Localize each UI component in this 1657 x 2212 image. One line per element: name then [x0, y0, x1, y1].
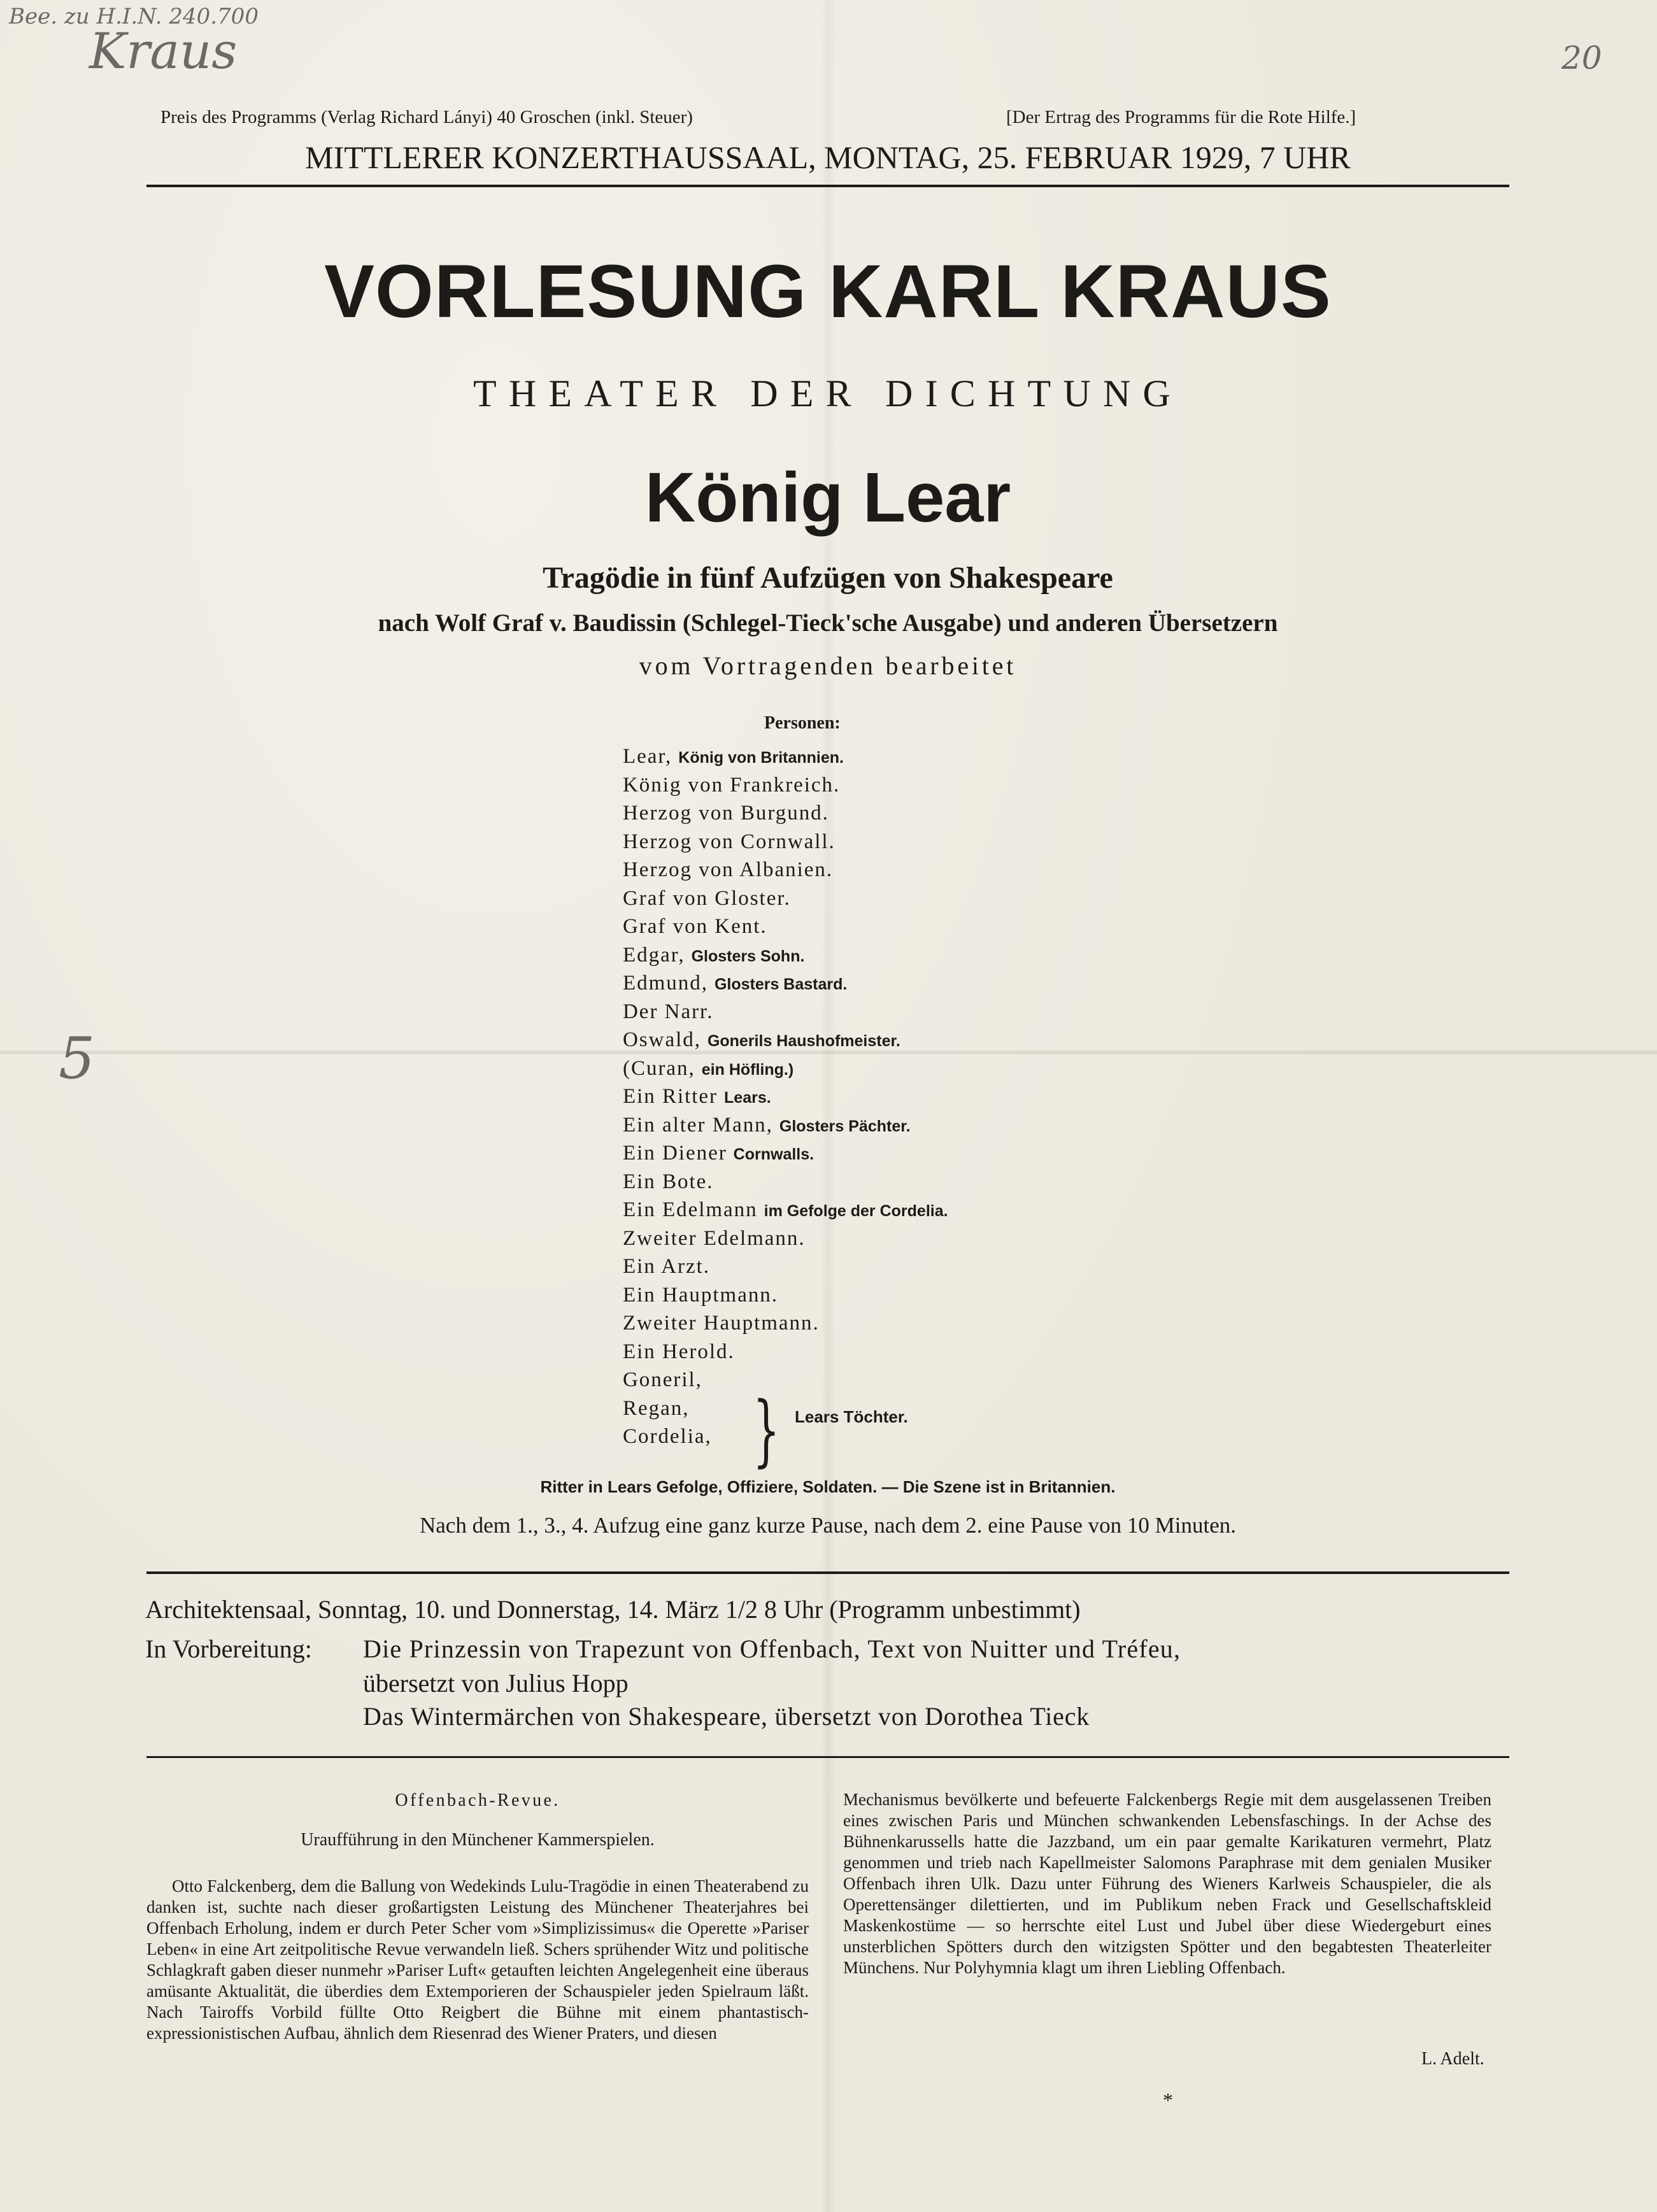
prep-item1b: übersetzt von Julius Hopp — [363, 1669, 629, 1698]
cast-role-name: König von Frankreich. — [623, 774, 841, 797]
cast-role — [623, 1028, 900, 1052]
daughters-label: Lears Töchter. — [795, 1407, 908, 1426]
article-paragraph: Mechanismus bevölkerte und befeuerte Falckenbergs Regie mit dem ausgelassenen Treiben eines zwischen Paris und München schwankenden Lebensfaschings. In der Achse des Bühnenkarussells hatte die Jazzband, um ein paar gemalte Karikaturen vermehrt, Platz genommen und trieb nach Kapellmeister Salomons Paraphrase mit dem genialen Musiker Offenbach ihren Ulk. Dazu unter Führung des Wieners Karlweis Schauspieler, die als Operettensänger dilettierten, und im Publikum neben Frack und Gesellschaftskleid Maskenkostüme — so herrschte eitel Lust und Jubel über diese Wiedergeburt eines unsterblichen Spötters durch den witzigsten Spötter und den begabtesten Theaterleiter Münchens. Nur Polyhymnia klagt um ihren Liebling Offenbach. — [843, 1790, 1491, 1977]
cast-role — [623, 1000, 713, 1024]
cast-role — [623, 858, 833, 882]
cast-role-name: Edmund, — [623, 972, 708, 995]
cast-role-name: Oswald, — [623, 1028, 701, 1051]
cast-role — [623, 1255, 710, 1279]
cast-role-description: Cornwalls. — [733, 1145, 814, 1163]
cast-role-name: Herzog von Albanien. — [623, 858, 834, 881]
article-title: Offenbach-Revue. — [395, 1790, 560, 1810]
article-column-1 — [146, 1876, 809, 2044]
cast-role-description: Glosters Sohn. — [691, 947, 805, 965]
cast-role-name: Ein Ritter — [623, 1085, 718, 1108]
cast-role-description: Glosters Pächter. — [779, 1117, 911, 1135]
cast-role — [623, 774, 840, 797]
main-title: VORLESUNG KARL KRAUS — [324, 250, 1332, 334]
cast-role — [623, 972, 847, 995]
article-ornament: * — [1163, 2088, 1173, 2111]
cast-role-name: Ein Diener — [623, 1142, 727, 1165]
daughters-brace: } — [753, 1385, 780, 1475]
cast-heading: Personen: — [764, 713, 841, 733]
cast-role — [623, 887, 791, 911]
cast-role-name: Ein Herold. — [623, 1340, 735, 1363]
cast-role — [623, 1312, 820, 1335]
handwritten-shelfmark: Bee. zu H.I.N. 240.700 — [9, 4, 259, 29]
article-subtitle: Uraufführung in den Münchener Kammerspielen. — [301, 1830, 655, 1850]
cast-role-description: Lears. — [724, 1089, 771, 1107]
cast-role-name: (Curan, — [623, 1057, 695, 1080]
cast-role — [623, 1170, 713, 1194]
article-paragraph: Otto Falckenberg, dem die Ballung von Wedekinds Lulu-Tragödie in einen Theaterabend zu danken ist, suchte nach dieser großartigsten Leistung des Münchener Theaterjahres bei Offenbach Erholung, indem er durch Peter Scher vom »Simplizissimus« die Operette »Pariser Leben« in eine Art zeitpolitische Revue verwandeln ließ. Schers sprühender Witz und politische Schlagkraft gaben dieser nunmehr »Pariser Luft« getauften leichten Angelegenheit eine überaus amüsante Aktualität, die überdies dem Extemporieren der Schauspieler jeden Spielraum läßt. Nach Tairoffs Vorbild füllte Otto Reigbert die Bühne mit einem phantastisch-expressionistischen Aufbau, ähnlich dem Riesenrad des Wiener Praters, und diesen — [146, 1876, 809, 2043]
play-subtitle: Tragödie in fünf Aufzügen von Shakespeare — [543, 561, 1113, 595]
article-column-2 — [843, 1789, 1491, 1978]
cast-role-name: Ein alter Mann, — [623, 1114, 773, 1137]
series-title: THEATER DER DICHTUNG — [473, 372, 1183, 415]
translation-note: nach Wolf Graf v. Baudissin (Schlegel-Tieck'sche Ausgabe) und anderen Übersetzern — [378, 609, 1278, 637]
upcoming-rule — [146, 1756, 1509, 1758]
cast-role-description: Gonerils Haushofmeister. — [707, 1032, 900, 1050]
prep-item1: Die Prinzessin von Trapezunt von Offenbach, Text von Nuitter und Tréfeu, — [363, 1634, 1181, 1663]
prep-label: In Vorbereitung: — [145, 1634, 312, 1663]
cast-role-name: Ein Hauptmann. — [623, 1284, 779, 1307]
cast-role-description: König von Britannien. — [678, 749, 844, 767]
cast-role-name: Regan, — [623, 1397, 690, 1420]
cast-role — [623, 1198, 948, 1222]
play-title: König Lear — [644, 458, 1011, 537]
article-author: L. Adelt. — [1421, 2049, 1484, 2069]
cast-role — [623, 1142, 814, 1165]
cast-role-name: Ein Arzt. — [623, 1255, 710, 1278]
cast-role — [623, 830, 836, 854]
cast-role — [623, 745, 844, 769]
venue-date: MITTLERER KONZERTHAUSSAAL, MONTAG, 25. FEBRUAR 1929, 7 UHR — [305, 139, 1351, 175]
cast-role-name: Graf von Kent. — [623, 915, 767, 938]
cast-role-name: Goneril, — [623, 1368, 702, 1391]
cast-role-name: Lear, — [623, 745, 672, 768]
cast-role — [623, 1114, 911, 1137]
cast-role — [623, 1368, 702, 1392]
handwritten-page-number: 20 — [1561, 39, 1602, 76]
cast-role-name: Herzog von Burgund. — [623, 802, 829, 825]
cast-role — [623, 1425, 712, 1449]
intermissions-line: Nach dem 1., 3., 4. Aufzug eine ganz kurze Pause, nach dem 2. eine Pause von 10 Minuten. — [419, 1513, 1236, 1538]
cast-role — [623, 1085, 771, 1109]
cast-role — [623, 1057, 793, 1081]
cast-role-name: Zweiter Hauptmann. — [623, 1312, 820, 1335]
cast-role — [623, 915, 767, 939]
extras-line: Ritter in Lears Gefolge, Offiziere, Soldaten. — Die Szene ist in Britannien. — [540, 1477, 1116, 1496]
cast-role-description: ein Höfling.) — [701, 1061, 794, 1079]
header-rule — [146, 185, 1509, 187]
handwritten-margin-mark: 5 — [59, 1025, 96, 1092]
cast-role-description: Glosters Bastard. — [714, 975, 848, 993]
cast-role — [623, 1397, 689, 1421]
proceeds-note: [Der Ertrag des Programms für die Rote Hilfe.] — [1006, 107, 1356, 127]
cast-role-name: Edgar, — [623, 944, 685, 967]
adaptation-note: vom Vortragenden bearbeitet — [639, 651, 1017, 680]
handwritten-signature: Kraus — [89, 23, 238, 80]
cast-role-name: Zweiter Edelmann. — [623, 1227, 806, 1250]
prep-item2: Das Wintermärchen von Shakespeare, übersetzt von Dorothea Tieck — [363, 1702, 1090, 1731]
cast-role — [623, 1340, 735, 1364]
cast-role-name: Cordelia, — [623, 1425, 712, 1448]
cast-role-name: Ein Edelmann — [623, 1198, 758, 1221]
cast-role-name: Herzog von Cornwall. — [623, 830, 836, 853]
cast-role — [623, 802, 829, 825]
cast-role — [623, 1227, 806, 1251]
cast-role — [623, 944, 804, 967]
cast-role — [623, 1284, 778, 1307]
cast-rule — [146, 1571, 1509, 1574]
cast-role-name: Graf von Gloster. — [623, 887, 791, 910]
price-note: Preis des Programms (Verlag Richard Lányi) 40 Groschen (inkl. Steuer) — [160, 107, 693, 127]
upcoming-line1: Architektensaal, Sonntag, 10. und Donnerstag, 14. März 1/2 8 Uhr (Programm unbestimmt) — [145, 1595, 1081, 1624]
cast-role-name: Ein Bote. — [623, 1170, 714, 1193]
cast-role-name: Der Narr. — [623, 1000, 714, 1023]
cast-role-description: im Gefolge der Cordelia. — [764, 1202, 948, 1220]
